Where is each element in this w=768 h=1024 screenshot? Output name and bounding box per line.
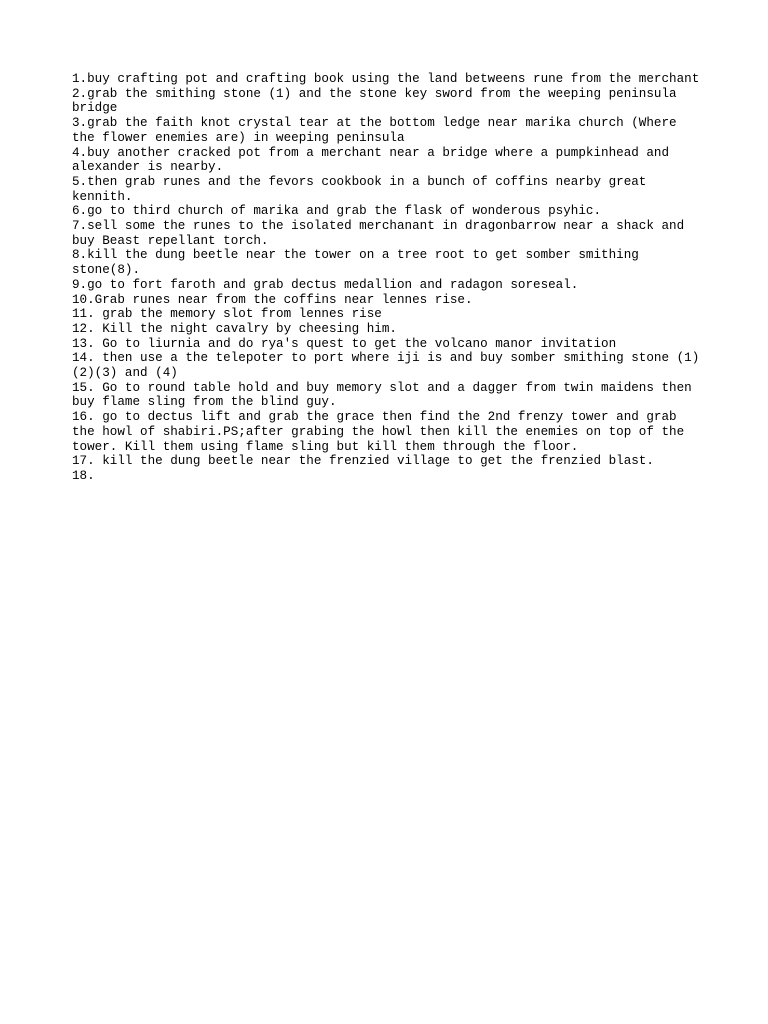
text-line: bridge bbox=[72, 101, 118, 116]
text-line: 18. bbox=[72, 468, 95, 483]
document-page bbox=[72, 72, 712, 484]
text-line: 6.go to third church of marika and grab the flask of wonderous psyhic. bbox=[72, 204, 602, 219]
text-line: 14. then use a the telepoter to port where iji is and buy somber smithing stone (1) bbox=[72, 351, 700, 366]
text-line: 7.sell some the runes to the isolated merchanant in dragonbarrow near a shack and bbox=[72, 219, 685, 234]
text-line: 12. Kill the night cavalry by cheesing him. bbox=[72, 321, 397, 336]
text-line: (2)(3) and (4) bbox=[72, 366, 178, 381]
text-line: buy Beast repellant torch. bbox=[72, 233, 269, 248]
text-line: kennith. bbox=[72, 189, 133, 204]
text-line: alexander is nearby. bbox=[72, 160, 224, 175]
text-line: 2.grab the smithing stone (1) and the stone key sword from the weeping peninsula bbox=[72, 86, 677, 101]
text-line: 10.Grab runes near from the coffins near lennes rise. bbox=[72, 292, 473, 307]
text-line: buy flame sling from the blind guy. bbox=[72, 395, 337, 410]
text-line: 17. kill the dung beetle near the frenzied village to get the frenzied blast. bbox=[72, 454, 654, 469]
text-line: 4.buy another cracked pot from a merchant near a bridge where a pumpkinhead and bbox=[72, 145, 670, 160]
text-line: 16. go to dectus lift and grab the grace then find the 2nd frenzy tower and grab bbox=[72, 410, 677, 425]
text-line: 3.grab the faith knot crystal tear at the bottom ledge near marika church (Where bbox=[72, 116, 677, 131]
text-line: the flower enemies are) in weeping peninsula bbox=[72, 130, 405, 145]
text-line: 11. grab the memory slot from lennes rise bbox=[72, 307, 382, 322]
text-line: the howl of shabiri.PS;after grabing the howl then kill the enemies on top of the bbox=[72, 424, 685, 439]
text-line: tower. Kill them using flame sling but kill them through the floor. bbox=[72, 439, 579, 454]
text-line: 1.buy crafting pot and crafting book using the land betweens rune from the merchant bbox=[72, 72, 700, 86]
text-line: 9.go to fort faroth and grab dectus medallion and radagon soreseal. bbox=[72, 277, 579, 292]
text-line: 15. Go to round table hold and buy memory slot and a dagger from twin maidens then bbox=[72, 380, 692, 395]
text-line: stone(8). bbox=[72, 263, 141, 278]
text-line: 5.then grab runes and the fevors cookbook in a bunch of coffins nearby great bbox=[72, 174, 647, 189]
text-line: 13. Go to liurnia and do rya's quest to get the volcano manor invitation bbox=[72, 336, 617, 351]
text-line: 8.kill the dung beetle near the tower on a tree root to get somber smithing bbox=[72, 248, 639, 263]
